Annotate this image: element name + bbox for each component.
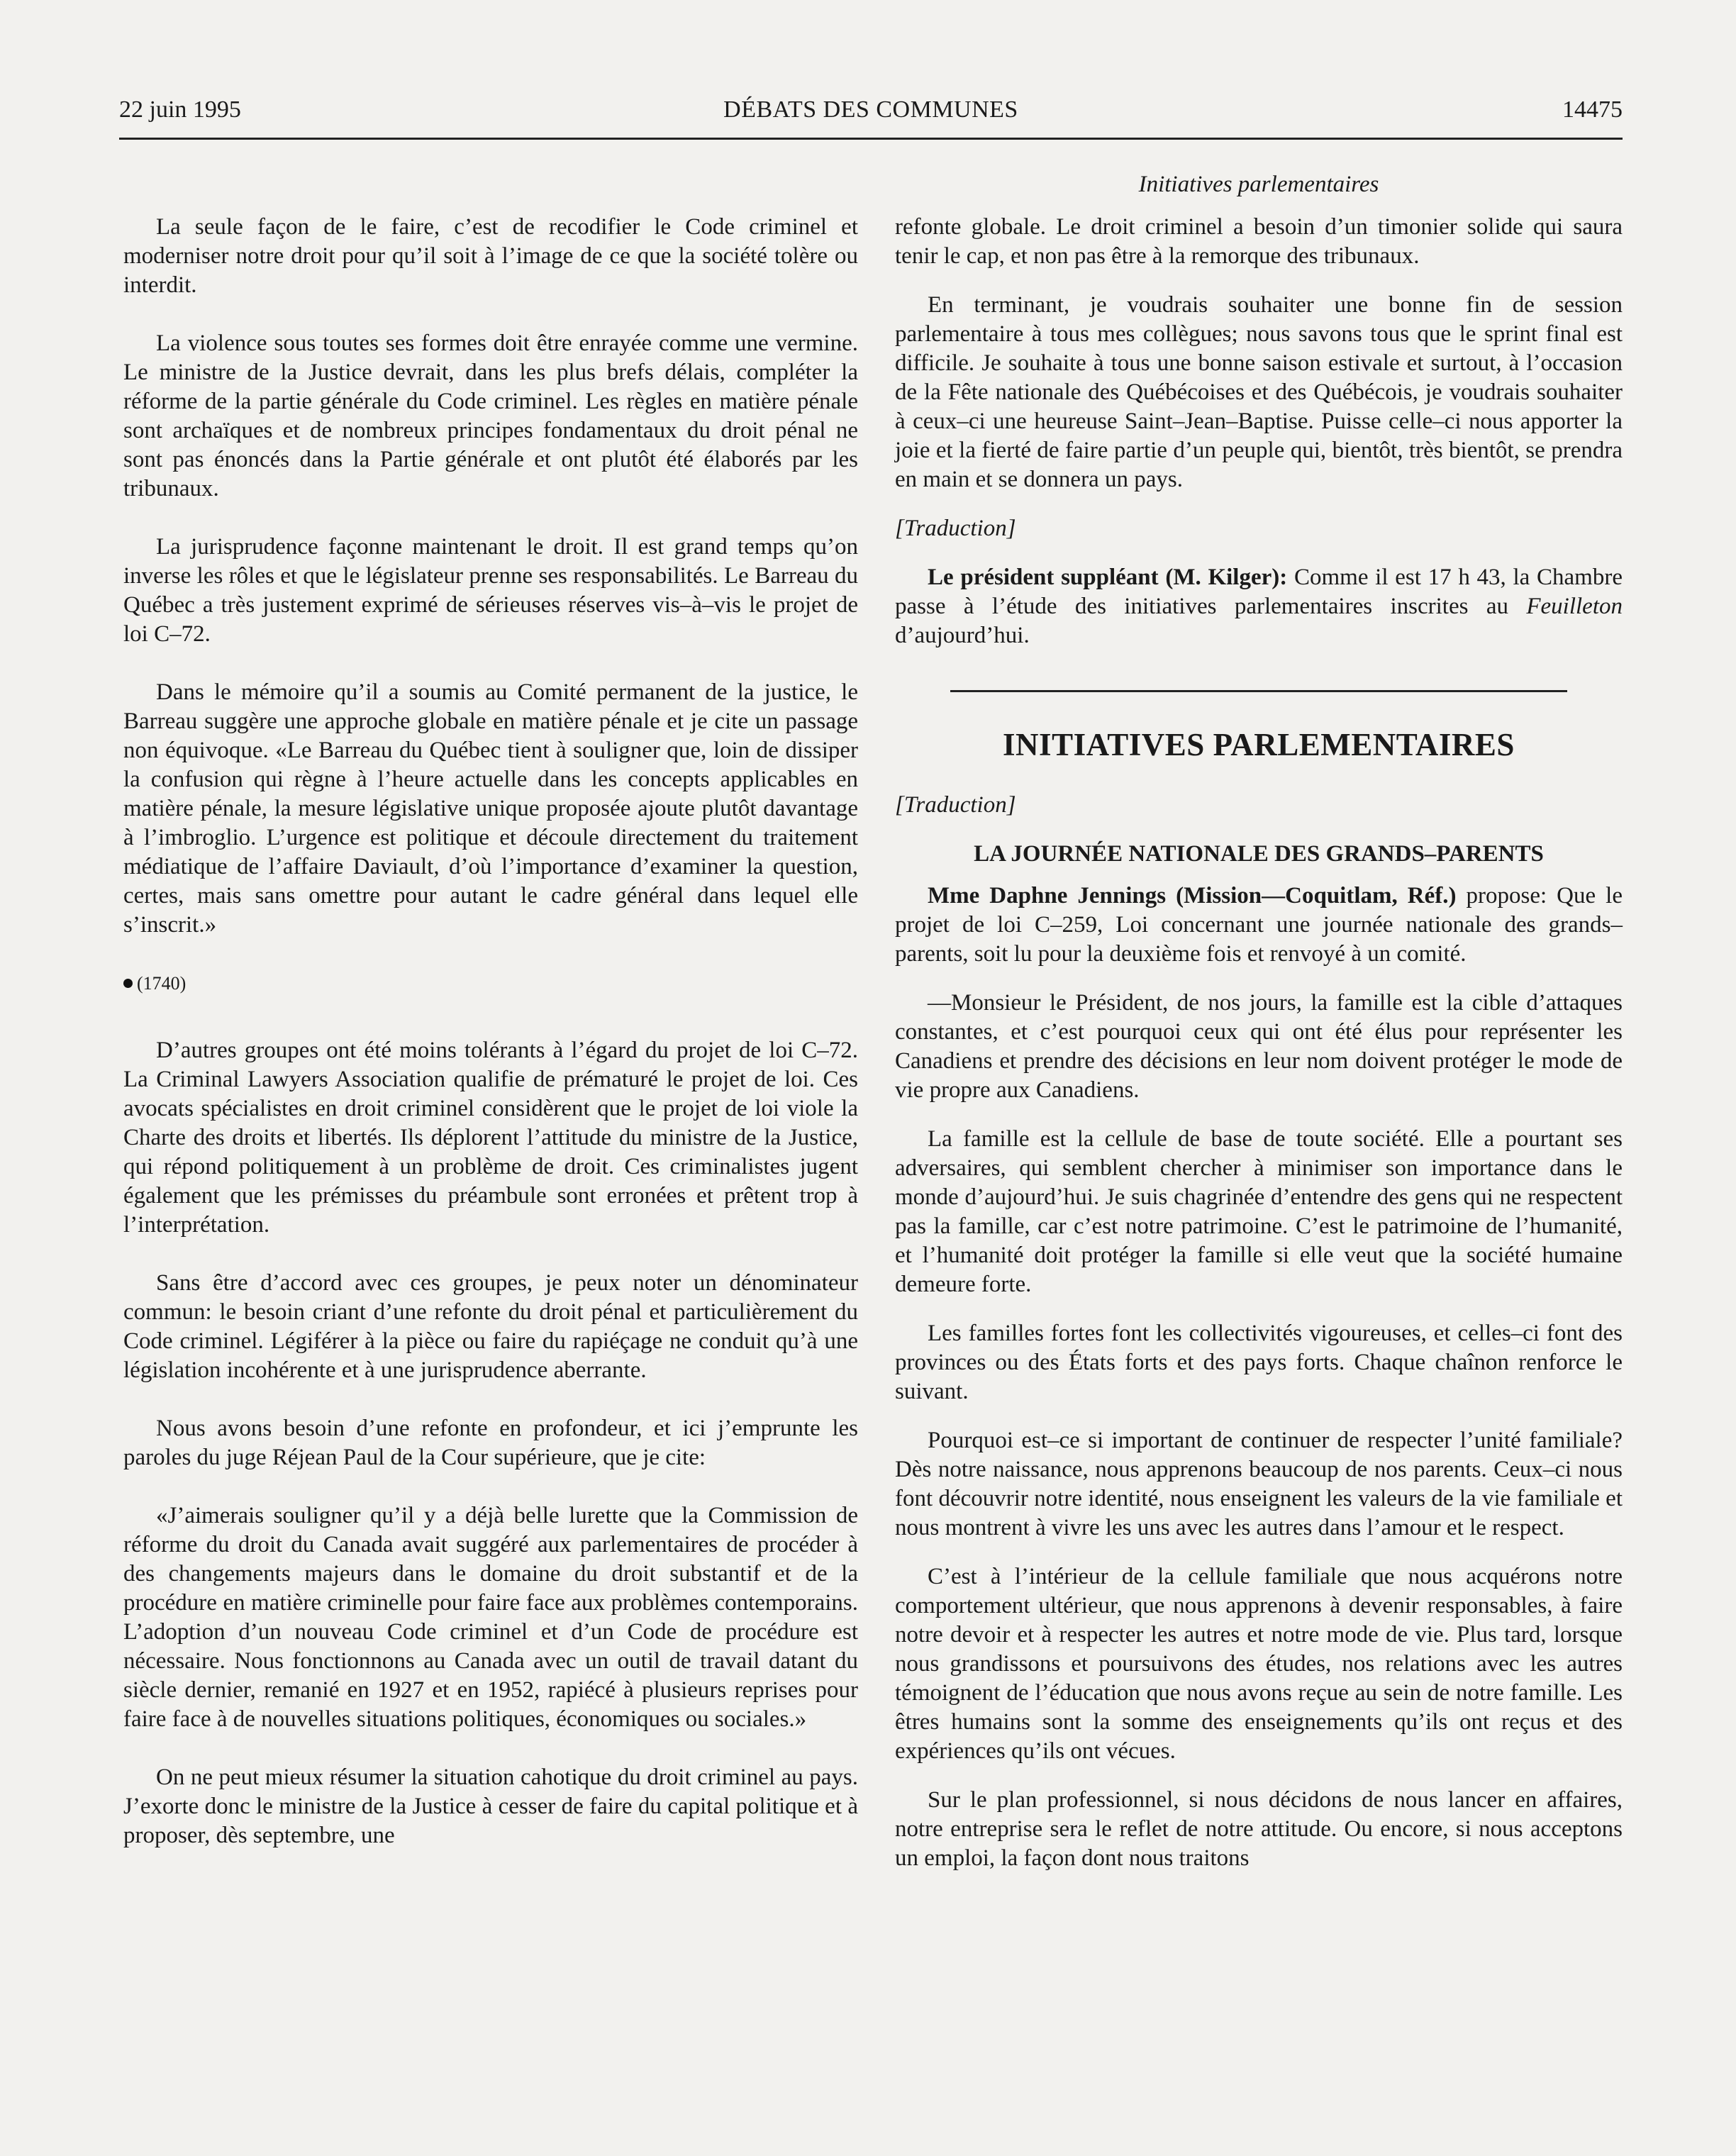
paragraph: Les familles fortes font les collectivités vigoureuses, et celles–ci font des provinces ou des États forts et des pays forts. Chaque chaînon renforce le suivant. bbox=[895, 1321, 1623, 1404]
paragraph: On ne peut mieux résumer la situation cahotique du droit criminel au pays. J’exorte donc le ministre de la Justice à cesser de faire du capital politique et à proposer, dès septembre, une bbox=[123, 1765, 858, 1848]
paragraph: D’autres groupes ont été moins tolérants à l’égard du projet de loi C–72. La Criminal Lawyers Association qualifie de prématuré le projet de loi. Ces avocats spécialistes en droit criminel considèrent que le projet de loi viole la Charte des droits et libertés. Ils déplorent l’attitude du ministre de la Justice, qui répond politiquement à un problème de droit. Ces criminalistes jugent également que les prémisses du préambule sont erronées et prêtent trop à l’interprétation. bbox=[123, 1038, 858, 1238]
paragraph-text: d’aujourd’hui. bbox=[895, 623, 1030, 648]
paragraph: Sans être d’accord avec ces groupes, je peux noter un dénominateur commun: le besoin criant d’une refonte du droit pénal et particulièrement du Code criminel. Légiférer à la pièce ou faire du rapiéçage ne conduit qu’à une législation incohérente et à une jurisprudence aberrante. bbox=[123, 1270, 858, 1383]
bullet-icon bbox=[123, 979, 133, 988]
paragraph: Nous avons besoin d’une refonte en profondeur, et ici j’emprunte les paroles du juge Réjean Paul de la Cour supérieure, que je cite: bbox=[123, 1416, 858, 1470]
header-date: 22 juin 1995 bbox=[119, 96, 241, 123]
time-marker bbox=[123, 969, 858, 998]
header-rule bbox=[119, 138, 1623, 140]
left-column bbox=[123, 213, 858, 1850]
paragraph: refonte globale. Le droit criminel a besoin d’un timonier solide qui saura tenir le cap, et non pas être à la remorque des tribunaux. bbox=[895, 214, 1623, 269]
speaker-name: Mme Daphne Jennings (Mission—Coquitlam, Réf.) bbox=[928, 883, 1457, 908]
speaker-paragraph bbox=[895, 563, 1623, 650]
paragraph: Pourquoi est–ce si important de continuer de respecter l’unité familiale? Dès notre naissance, nous apprenons beaucoup de nos parents. Ceux–ci nous font découvrir notre identité, nous enseignent les valeurs de la vie familiale et nous montrent à vivre les uns avec les autres dans l’amour et le respect. bbox=[895, 1428, 1623, 1540]
header-page-number: 14475 bbox=[1562, 96, 1623, 123]
paragraph: La seule façon de le faire, c’est de recodifier le Code criminel et moderniser notre droit pour qu’il soit à l’image de ce que la société tolère ou interdit. bbox=[123, 214, 858, 298]
quotation: «J’aimerais souligner qu’il y a déjà belle lurette que la Commission de réforme du droit du Canada avait suggéré aux parlementaires de procéder à des changements majeurs dans le domaine du droit substantif et de la procédure en matière criminelle pour faire face aux problèmes contemporains. L’adoption d’un nouveau Code criminel et d’un Code de procédure est nécessaire. Nous fonctionnons au Canada avec un outil de travail datant du siècle dernier, remanié en 1927 et en 1952, rapiécé à plusieurs reprises pour faire face à de nouvelles situations politiques, économiques ou sociales.» bbox=[123, 1503, 858, 1732]
subtitle: LA JOURNÉE NATIONALE DES GRANDS–PARENTS bbox=[974, 841, 1544, 867]
page-header bbox=[119, 96, 1623, 133]
speaker-name: Le président suppléant (M. Kilger): bbox=[928, 565, 1288, 590]
paragraph: C’est à l’intérieur de la cellule familiale que nous acquérons notre comportement ultérieur, que nous apprenons à devenir responsables, à faire notre devoir et à respecter les autres et notre mode de vie. Plus tard, lorsque nous grandissons et poursuivons des études, nos relations avec les autres témoignent de l’éducation que nous avons reçue au sein de notre famille. Les êtres humains sont la somme des enseignements qu’ils ont reçus et des expériences qu’ils ont vécues. bbox=[895, 1564, 1623, 1764]
paragraph-text: Comme il est 17 h 43, la Chambre passe à l’étude des initiatives parlementaires inscrites au bbox=[895, 565, 1623, 619]
header-publication: DÉBATS DES COMMUNES bbox=[723, 96, 1018, 123]
section-title: INITIATIVES PARLEMENTAIRES bbox=[1003, 727, 1515, 762]
section-divider bbox=[950, 690, 1567, 692]
paragraph: Dans le mémoire qu’il a soumis au Comité permanent de la justice, le Barreau suggère une approche globale en matière pénale et je cite un passage non équivoque. «Le Barreau du Québec tient à souligner que, loin de dissiper la confusion qui règne à l’heure actuelle dans les concepts applicables en matière pénale, la mesure législative unique proposée ajoute plutôt davantage à l’imbroglio. L’urgence est politique et découle directement du traitement médiatique de l’affaire Daviault, d’où l’importance d’examiner la question, certes, mais sans omettre pour autant le cadre général dans lequel elle s’inscrit.» bbox=[123, 679, 858, 938]
translation-note: [Traduction] bbox=[895, 792, 1016, 818]
paragraph: —Monsieur le Président, de nos jours, la famille est la cible d’attaques constantes, et c’est pourquoi ceux qui ont été élus pour représenter les Canadiens et prendre des décisions en leur nom doivent protéger le mode de vie propre aux Canadiens. bbox=[895, 990, 1623, 1103]
paragraph: La jurisprudence façonne maintenant le droit. Il est grand temps qu’on inverse les rôles et que le législateur prenne ses responsabilités. Le Barreau du Québec a très justement exprimé de sérieuses réserves vis–à–vis le projet de loi C–72. bbox=[123, 534, 858, 647]
paragraph-text: propose: Que le projet de loi C–259, Loi concernant une journée nationale des grands–parents, soit lu pour la deuxième fois et renvoyé à un comité. bbox=[895, 883, 1623, 967]
paragraph: En terminant, je voudrais souhaiter une bonne fin de session parlementaire à tous mes collègues; nous savons tous que le sprint final est difficile. Je souhaite à tous une bonne saison estivale et surtout, à l’occasion de la Fête nationale des Québécoises et des Québécois, je voudrais souhaiter à ceux–ci une heureuse Saint–Jean–Baptise. Puisse celle–ci nous apporter la joie et la fierté de faire partie d’un peuple qui, bientôt, très bientôt, se prendra en main et se donnera un pays. bbox=[895, 292, 1623, 492]
translation-note: [Traduction] bbox=[895, 516, 1016, 541]
paragraph: Sur le plan professionnel, si nous décidons de nous lancer en affaires, notre entreprise sera le reflet de notre attitude. Ou encore, si nous acceptons un emploi, la façon dont nous traitons bbox=[895, 1787, 1623, 1871]
speaker-paragraph bbox=[895, 882, 1623, 969]
time-marker-label: (1740) bbox=[137, 973, 187, 994]
section-running-head: Initiatives parlementaires bbox=[1138, 172, 1379, 197]
paragraph: La famille est la cellule de base de toute société. Elle a pourtant ses adversaires, qui semblent chercher à minimiser son importance dans le monde d’aujourd’hui. Je suis chagrinée d’entendre des gens qui ne respectent pas la famille, car c’est notre patrimoine. C’est le patrimoine de l’humanité, et l’humanité doit protéger la famille si elle veut que la société humaine demeure forte. bbox=[895, 1126, 1623, 1297]
paragraph: La violence sous toutes ses formes doit être enrayée comme une vermine. Le ministre de la Justice devrait, dans les plus brefs délais, compléter la réforme de la partie générale du Code criminel. Les règles en matière pénale sont archaïques et de nombreux principes fondamentaux du droit pénal ne sont pas énoncés dans la Partie générale et ont plutôt été élaborés par les tribunaux. bbox=[123, 330, 858, 501]
right-column bbox=[895, 213, 1623, 1873]
italic-term: Feuilleton bbox=[1526, 594, 1623, 619]
